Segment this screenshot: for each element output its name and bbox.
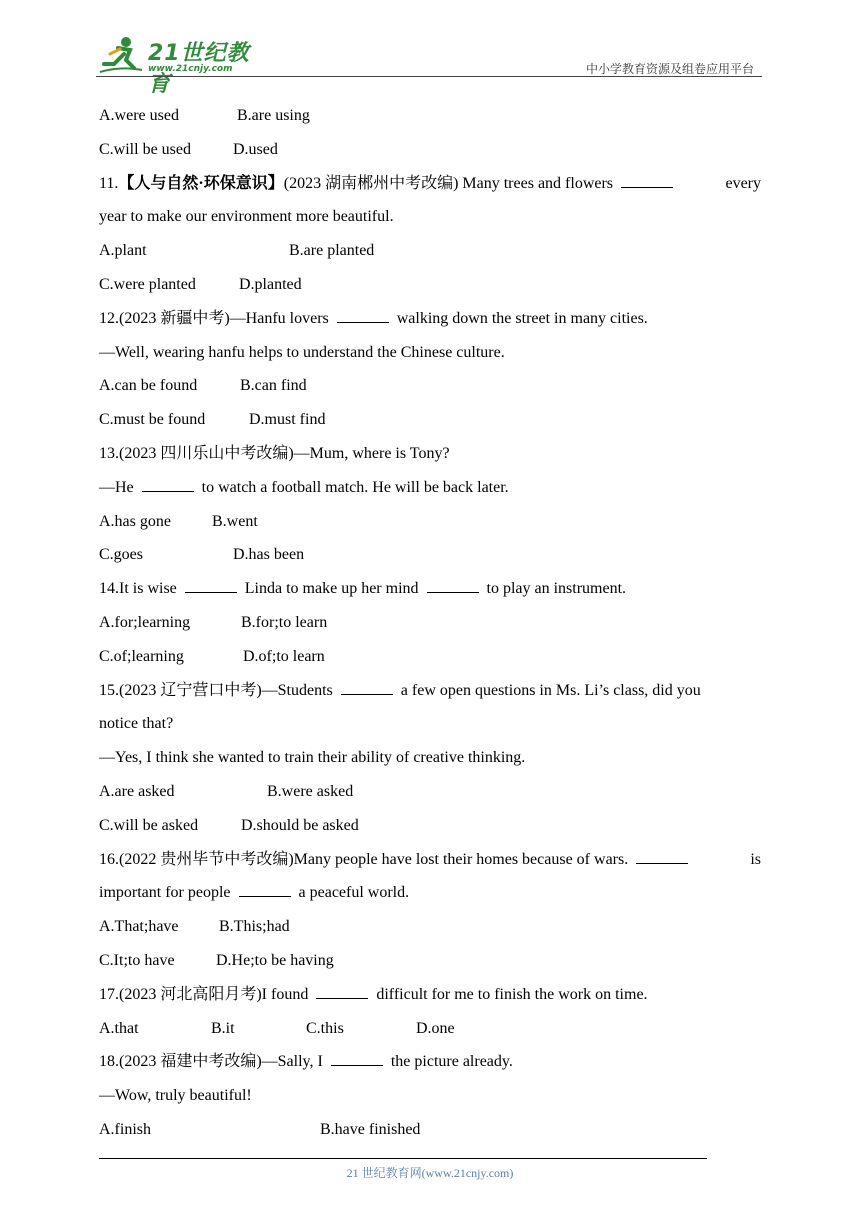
question-list	[99, 99, 761, 1147]
q11-blank[interactable]	[621, 173, 673, 188]
header-divider	[96, 76, 762, 77]
q14-stem	[99, 572, 761, 606]
q18-blank[interactable]	[331, 1051, 383, 1066]
q17-option-b[interactable]: B.it	[211, 1019, 235, 1037]
q10-option-a[interactable]: A.were used	[99, 107, 179, 124]
q12-option-a[interactable]: A.can be found	[99, 377, 198, 395]
q11-stem-tail: every	[725, 174, 761, 192]
logo-url: www.21cnjy.com	[148, 64, 233, 74]
q14-stem-pre: 14.It is wise	[99, 580, 177, 598]
q12-stem	[99, 302, 761, 336]
q15-reply: —Yes, I think she wanted to train their ability of creative thinking.	[99, 749, 526, 767]
q11-options-row1	[99, 234, 761, 268]
q15-option-c[interactable]: C.will be asked	[99, 816, 199, 834]
q17-blank[interactable]	[316, 984, 368, 999]
q12-option-b[interactable]: B.can find	[240, 377, 307, 395]
q17-stem	[99, 978, 761, 1012]
q12-stem-pre: 12.(2023 新疆中考)—Hanfu lovers	[99, 309, 329, 327]
q18-stem-pre: 18.(2023 福建中考改编)—Sally, I	[99, 1053, 323, 1071]
q15-blank[interactable]	[341, 680, 393, 695]
q13-options-row2	[99, 538, 761, 572]
q15-option-a[interactable]: A.are asked	[99, 782, 175, 800]
q12-blank[interactable]	[337, 308, 389, 323]
q16-option-d[interactable]: D.He;to be having	[216, 951, 334, 969]
q18-reply: —Wow, truly beautiful!	[99, 1087, 252, 1105]
q14-stem-mid: Linda to make up her mind	[244, 580, 419, 598]
q18-option-b[interactable]: B.have finished	[320, 1120, 421, 1138]
q11-option-a[interactable]: A.plant	[99, 242, 147, 260]
q13-stem: 13.(2023 四川乐山中考改编)—Mum, where is Tony?	[99, 444, 450, 462]
q12-option-d[interactable]: D.must find	[249, 411, 326, 429]
q14-option-d[interactable]: D.of;to learn	[243, 647, 325, 665]
q15-option-d[interactable]: D.should be asked	[241, 816, 359, 834]
footer-source[interactable]: 21 世纪教育网(www.21cnjy.com)	[346, 1166, 514, 1180]
q18-option-a[interactable]: A.finish	[99, 1120, 151, 1138]
q10-option-d[interactable]: D.used	[233, 140, 278, 158]
q18-stem	[99, 1045, 761, 1079]
q13-option-b[interactable]: B.went	[212, 512, 258, 530]
page-header	[96, 30, 762, 97]
q16-blank-1[interactable]	[636, 849, 688, 864]
q16-options-row2	[99, 944, 761, 978]
q16-option-b[interactable]: B.This;had	[219, 918, 290, 936]
q13-option-d[interactable]: D.has been	[233, 546, 305, 564]
q15-options-row1	[99, 775, 761, 809]
q13-blank[interactable]	[142, 477, 194, 492]
q15-stem-pre: 15.(2023 辽宁营口中考)—Students	[99, 681, 333, 699]
q16-options-row1	[99, 910, 761, 944]
q16-option-a[interactable]: A.That;have	[99, 918, 179, 936]
q12-options-row2	[99, 403, 761, 437]
q14-stem-post: to play an instrument.	[486, 580, 627, 598]
q18-stem-post: the picture already.	[390, 1053, 513, 1071]
footer-divider	[99, 1158, 707, 1159]
q17-option-a[interactable]: A.that	[99, 1019, 139, 1037]
q13-reply-pre: —He	[99, 478, 134, 496]
q14-options-row2	[99, 640, 761, 674]
q16-line2-pre: important for people	[99, 884, 231, 902]
q13-reply	[99, 471, 761, 505]
q17-option-c[interactable]: C.this	[306, 1019, 344, 1037]
q11-option-d[interactable]: D.planted	[239, 275, 302, 293]
q14-option-a[interactable]: A.for;learning	[99, 613, 191, 631]
q17-stem-pre: 17.(2023 河北高阳月考)I found	[99, 985, 309, 1003]
q16-stem-post: is	[750, 850, 761, 868]
q15-stem	[99, 674, 761, 708]
q14-blank-2[interactable]	[427, 578, 479, 593]
q12-reply: —Well, wearing hanfu helps to understand the Chinese culture.	[99, 343, 505, 361]
q14-blank-1[interactable]	[185, 578, 237, 593]
q11-option-c[interactable]: C.were planted	[99, 275, 196, 293]
q17-options-row	[99, 1012, 761, 1046]
q16-blank-2[interactable]	[239, 882, 291, 897]
q16-option-c[interactable]: C.It;to have	[99, 951, 175, 969]
q11-options-row2	[99, 268, 761, 302]
q10-option-c[interactable]: C.will be used	[99, 140, 191, 158]
q11-stem	[99, 167, 761, 201]
q16-stem-line2	[99, 876, 761, 910]
q15-option-b[interactable]: B.were asked	[267, 782, 354, 800]
q15-stem-post: a few open questions in Ms. Li’s class, did you	[400, 681, 701, 699]
q12-option-c[interactable]: C.must be found	[99, 411, 206, 429]
q11-number: 11.	[99, 174, 119, 192]
q15-stem-line2: notice that?	[99, 715, 174, 733]
q10-options-row2	[99, 133, 761, 167]
q11-source: (2023 湖南郴州中考改编) Many trees and flowers	[283, 174, 614, 192]
q12-stem-post: walking down the street in many cities.	[396, 309, 648, 327]
q11-option-b[interactable]: B.are planted	[289, 242, 375, 260]
q16-line2-post: a peaceful world.	[298, 884, 410, 902]
q18-options-row1	[99, 1113, 761, 1147]
q17-stem-post: difficult for me to finish the work on time.	[376, 985, 648, 1003]
q15-options-row2	[99, 809, 761, 843]
q10-options-row1	[99, 99, 761, 133]
q14-option-b[interactable]: B.for;to learn	[241, 613, 328, 631]
q14-option-c[interactable]: C.of;learning	[99, 647, 184, 665]
platform-title: 中小学教育资源及组卷应用平台	[585, 62, 754, 76]
q13-option-c[interactable]: C.goes	[99, 546, 143, 564]
q12-options-row1	[99, 369, 761, 403]
q10-option-b[interactable]: B.are using	[237, 107, 310, 124]
logo-wordmark: 21世纪教育	[148, 41, 250, 97]
q13-options-row1	[99, 505, 761, 539]
q17-option-d[interactable]: D.one	[416, 1019, 455, 1037]
q13-reply-post: to watch a football match. He will be back later.	[201, 478, 509, 496]
runner-logo-icon	[96, 34, 146, 78]
q14-options-row1	[99, 606, 761, 640]
q13-option-a[interactable]: A.has gone	[99, 512, 171, 530]
q11-stem-line2: year to make our environment more beautiful.	[99, 208, 394, 226]
q16-stem	[99, 843, 761, 877]
q11-tag: 【人与自然·环保意识】	[118, 174, 284, 192]
q16-stem-pre: 16.(2022 贵州毕节中考改编)Many people have lost their homes because of wars.	[99, 850, 629, 868]
site-logo[interactable]	[96, 34, 266, 97]
